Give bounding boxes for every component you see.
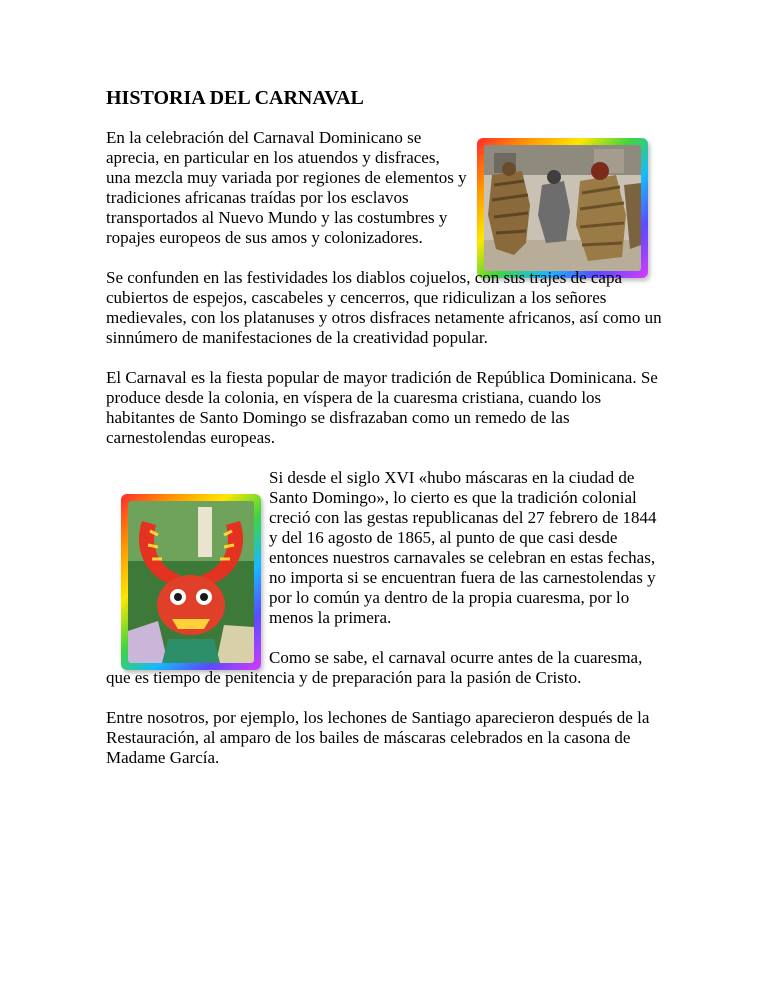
document-page <box>106 86 666 788</box>
paragraph-5-wrapper <box>106 648 666 688</box>
paragraph-6: Entre nosotros, por ejemplo, los lechones de Santiago aparecieron después de la Restauración, al amparo de los bailes de máscaras celebrados en la casona de Madame García. <box>106 708 650 767</box>
paragraph-5: Como se sabe, el carnaval ocurre antes de la cuaresma, que es tiempo de penitencia y de preparación para la pasión de Cristo. <box>106 648 643 687</box>
paragraph-3: El Carnaval es la fiesta popular de mayor tradición de República Dominicana. Se produce desde la colonia, en víspera de la cuaresma cristiana, cuando los habitantes de Santo Domingo se disfrazaban como un remedo de las carnestolendas europeas. <box>106 368 658 447</box>
document-title: HISTORIA DEL CARNAVAL <box>106 87 364 109</box>
paragraph-2: Se confunden en las festividades los diablos cojuelos, con sus trajes de capa cubiertos de espejos, cascabeles y cencerros, que ridiculizan a los señores medievales, con los platanuses y otros disfraces netamente africanos, así como un sinnúmero de manifestaciones de la creatividad popular. <box>106 268 662 347</box>
paragraph-4: Si desde el siglo XVI «hubo máscaras en la ciudad de Santo Domingo», lo cierto es que la tradición colonial creció con las gestas republicanas del 27 febrero de 1844 y del 16 agosto de 1865, al punto de que casi desde entonces nuestros carnavales se celebran en estas fechas, no importa si se encuentran fuera de las carnestolendas y por lo común ya dentro de la propia cuaresma, por lo menos la primera. <box>269 468 657 627</box>
paragraph-1: En la celebración del Carnaval Dominicano se aprecia, en particular en los atuendos y disfraces, una mezcla muy variada por regiones de elementos y tradiciones africanas traídas por los esclavos transportados al Nuevo Mundo y las costumbres y ropajes europeos de sus amos y colonizadores. <box>106 128 467 247</box>
